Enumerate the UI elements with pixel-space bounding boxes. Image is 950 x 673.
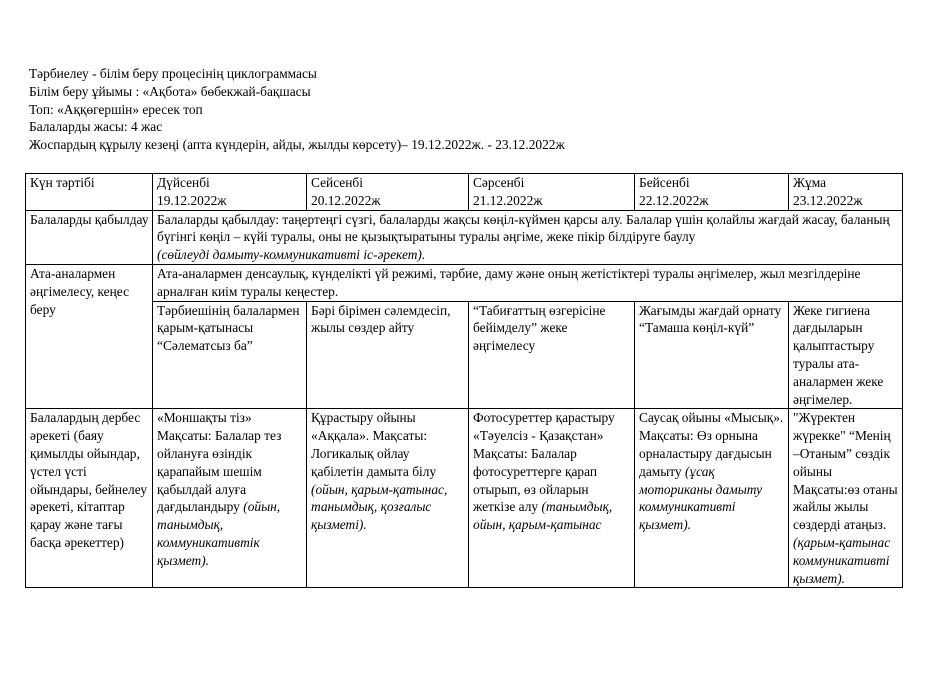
parents-monday-text: Тәрбиешінің балалармен қарым-қатынасы “Сәлематсыз ба” — [157, 302, 300, 354]
parents-general-text: Ата-аналармен денсаулық, күнделікті үй режимі, тәрбие, даму және оның жетістіктері туралы әңгімелер, жыл мезгілдеріне арналған киім туралы кеңестер. — [157, 265, 861, 299]
reception-text-cell — [153, 210, 903, 264]
header-cell-routine — [26, 174, 153, 211]
plan-period-line: Жоспардың құрылу кезеңі (апта күндерін, айды, жылды көрсету)– 19.12.2022ж. - 23.12.2022ж — [29, 137, 565, 153]
day-name: Жұма — [793, 175, 827, 190]
activity-cell-friday — [789, 409, 903, 588]
parents-thursday-text: Жағымды жағдай орнату “Тамаша көңіл-күй” — [639, 302, 782, 336]
parents-label: Ата-аналармен әңгімелесу, кеңес беру — [30, 265, 130, 317]
day-date: 22.12.2022ж — [639, 192, 709, 208]
activity-cell-tuesday — [307, 409, 469, 588]
day-name: Сәрсенбі — [473, 175, 525, 190]
activity-wednesday-note: (танымдық, ойын, қарым-қатынас — [473, 499, 613, 533]
reception-label: Балаларды қабылдау — [30, 211, 149, 227]
activity-friday-text: "Жүректен жүрекке" “Менің –Отаным” сөздік ойыны Мақсаты:өз отаны жайлы жылы сөздерді атаңыз. — [793, 410, 898, 533]
parents-wednesday-text: “Табиғаттың өзгерісіне бейімделу” жеке әңгімелесу — [473, 302, 606, 354]
reception-row — [26, 210, 903, 264]
parents-cell-tuesday — [307, 301, 469, 409]
day-name: Бейсенбі — [639, 175, 690, 190]
header-cell-wednesday — [469, 174, 635, 211]
activity-row — [26, 409, 903, 588]
parents-tuesday-text: Бәрі бірімен сәлемдесіп, жылы сөздер айту — [311, 302, 451, 336]
activity-label-cell — [26, 409, 153, 588]
organization-line: Білім беру ұйымы : «Ақбота» бөбекжай-бақшасы — [29, 83, 311, 99]
day-name: Дүйсенбі — [157, 175, 210, 190]
activity-tuesday-note: (ойын, қарым-қатынас, танымдық, қозғалыс қызметі). — [311, 481, 448, 533]
day-name: Сейсенбі — [311, 175, 363, 190]
document-title: Тәрбиелеу - білім беру процесінің циклограммасы — [29, 66, 317, 81]
document-header — [29, 65, 565, 154]
parents-friday-text: Жеке гигиена дағдыларын қалыптастыру туралы ата-аналармен жеке әңгімелер. — [793, 302, 884, 407]
day-date: 21.12.2022ж — [473, 192, 543, 208]
activity-tuesday-text: Құрастыру ойыны «Аққала». Мақсаты: Логикалық ойлау қабілетін дамыта білу — [311, 410, 437, 479]
parents-cell-monday — [153, 301, 307, 409]
header-cell-friday — [789, 174, 903, 211]
activity-label: Балалардың дербес әрекеті (баяу қимылды ойындар, үстел үсті ойындары, бейнелеу әрекеті, кітаптар қарау және тағы басқа әрекеттер) — [30, 410, 148, 550]
table-header-row — [26, 174, 903, 211]
group-line: Топ: «Аққөгершін» ересек топ — [29, 101, 203, 117]
parents-cell-friday — [789, 301, 903, 409]
parents-general-cell — [153, 264, 903, 301]
activity-cell-thursday — [635, 409, 789, 588]
parents-row-general — [26, 264, 903, 301]
activity-monday-text: «Моншақты тіз» Мақсаты: Балалар тез ойлануға өзіндік қарапайым шешім қабылдай алуға дағдыландыру — [157, 410, 282, 515]
day-date: 23.12.2022ж — [793, 192, 863, 208]
activity-cell-wednesday — [469, 409, 635, 588]
header-routine-label: Күн тәртібі — [30, 175, 95, 190]
reception-note: (сөйлеуді дамыту-коммуникативті іс-әрекет). — [157, 247, 426, 263]
parents-cell-thursday — [635, 301, 789, 409]
reception-label-cell — [26, 210, 153, 264]
header-cell-thursday — [635, 174, 789, 211]
activity-monday-note: (ойын, танымдық, коммуникативтік қызмет). — [157, 499, 281, 568]
day-date: 20.12.2022ж — [311, 192, 381, 208]
age-line: Балаларды жасы: 4 жас — [29, 119, 163, 135]
activity-wednesday-text: Фотосуреттер қарастыру «Тәуелсіз - Қазақстан» Мақсаты: Балалар фотосуреттерге қарап отырып, өз ойларын жеткізе алу — [473, 410, 615, 515]
activity-thursday-note: (ұсақ моториканы дамыту коммуникативті қызмет). — [639, 463, 763, 533]
parents-cell-wednesday — [469, 301, 635, 409]
header-cell-monday — [153, 174, 307, 211]
activity-friday-note: (қарым-қатынас коммуникативті қызмет). — [793, 534, 891, 586]
reception-text: Балаларды қабылдау: таңертеңгі сүзгі, балаларды жақсы көңіл-күймен қарсы алу. Балалар үшін қолайлы жағдай жасау, баланың бүгінгі көңіл – күйі туралы, оны не қызықтыратыны туралы әңгіме, жеке пікір білдіруге баулу — [157, 211, 890, 245]
day-date: 19.12.2022ж — [157, 192, 227, 208]
parents-label-cell — [26, 264, 153, 408]
parents-row-daily — [26, 301, 903, 409]
activity-thursday-text: Саусақ ойыны «Мысық». Мақсаты: Өз орнына орналастыру дағдысын дамыту — [639, 410, 784, 479]
activity-cell-monday — [153, 409, 307, 588]
schedule-table — [25, 173, 903, 588]
header-cell-tuesday — [307, 174, 469, 211]
